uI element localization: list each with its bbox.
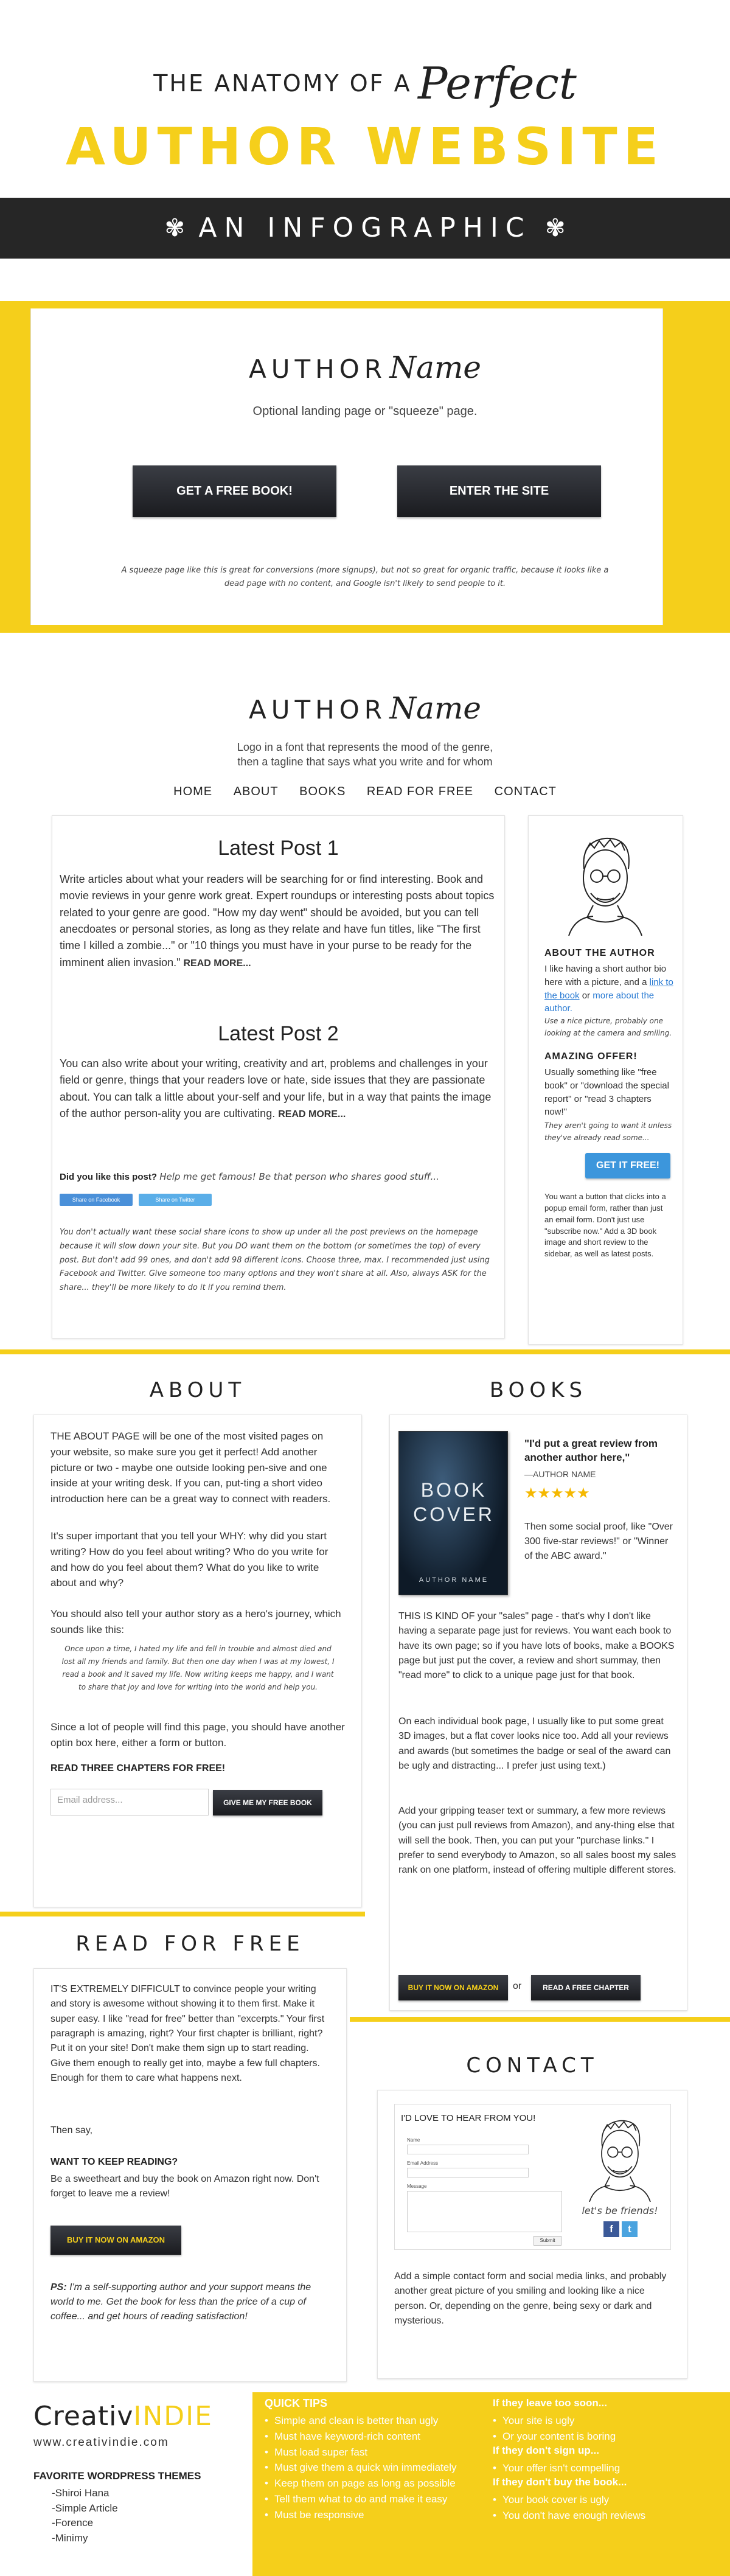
book-social-proof: Then some social proof, like "Over 300 five-star reviews!" or "Winner of the ABC award." [524, 1522, 673, 1561]
share-prompt-text: Help me get famous! Be that person who shares good stuff... [159, 1171, 439, 1182]
header-banner [0, 198, 730, 259]
theme-item[interactable]: -Minimy [52, 2532, 88, 2544]
tip-item: • Must have keyword-rich content [265, 2429, 484, 2445]
books-buy-amazon-button[interactable]: BUY IT NOW ON AMAZON [398, 1975, 508, 2000]
about-chapters-label: READ THREE CHAPTERS FOR FREE! [50, 1763, 226, 1774]
contact-friends-note: let's be friends! [582, 2205, 658, 2216]
tip-item: • Tell them what to do and make it easy [265, 2491, 484, 2507]
landing-subtitle: Optional landing page or "squeeze" page. [252, 405, 478, 418]
footer-url[interactable]: www.creativindie.com [33, 2436, 169, 2449]
sidebar-offer-note: They aren't going to want it unless they've already read some... [544, 1121, 672, 1143]
about-email-input[interactable]: Email address... [50, 1789, 209, 1815]
contact-message-input[interactable] [407, 2191, 562, 2232]
book-cover-image [398, 1431, 508, 1595]
theme-item[interactable]: -Forence [52, 2517, 94, 2529]
quick-tips-list [265, 2413, 484, 2523]
header-title-line1: THE ANATOMY OF A [153, 70, 412, 97]
readfree-ps [50, 2280, 330, 2324]
buy-title: If they don't buy the book... [493, 2476, 627, 2488]
sidebar-about-text: I like having a short author bio here with a picture, and a [544, 964, 667, 987]
signup-list [493, 2460, 712, 2476]
nav-about[interactable]: ABOUT [233, 785, 279, 798]
flower-icon-right: ✾ [545, 215, 566, 242]
theme-item[interactable]: -Shiroi Hana [52, 2487, 109, 2499]
author-sketch-icon-2 [577, 2111, 662, 2202]
section-divider-2 [0, 1912, 365, 1916]
sidebar-about-or: or [582, 990, 591, 1001]
about-p2: It's super important that you tell your WHY: why did you start writing? How do you feel about writing? Who do you write for and how do you feel about them? What do you like to write about and why? [50, 1530, 328, 1589]
section-divider-1 [0, 1349, 730, 1354]
leave-item: • Your site is ugly [493, 2413, 712, 2429]
about-p1: THE ABOUT PAGE will be one of the most visited pages on your website, so make sure you get it perfect! Add another picture or two - maybe one outside looking pen-sive and one inside at your writing desk. If you can, put-ting a short video introduction here can be a great way to connect with readers. [50, 1430, 331, 1505]
home-tagline-2: then a tagline that says what you write and for whom [237, 756, 493, 768]
theme-item[interactable]: -Simple Article [52, 2502, 118, 2514]
share-twitter-button[interactable]: Share on Twitter [139, 1194, 212, 1206]
about-p3: You should also tell your author story as a hero's journey, which sounds like this: [50, 1608, 341, 1635]
contact-name-label: Name [407, 2137, 420, 2143]
link-about-author[interactable]: more about the author. [544, 990, 655, 1014]
header-title-script: Perfect [418, 58, 577, 109]
readfree-p1: IT'S EXTREMELY DIFFICULT to convince people your writing and story is awesome without showing it to them first. Make it super easy. I like "read for free" better than "excerpts." Your first paragraph is amazing, right? Your first chapter is brilliant, right? Put it on your site! Don't make them sign up to start reading. Give them enough to really get into, maybe a few full chapters. Enough for them to care what happens next. [50, 1984, 325, 2083]
buy-item: • Your book cover is ugly [493, 2492, 712, 2508]
author-sketch-icon [557, 826, 654, 936]
footer-themes-list [52, 2486, 234, 2546]
contact-body: Add a simple contact form and social media links, and probably another great picture of you smiling and looking like a nice person. Or, depending on the genre, being sexy or dark and mysterious. [394, 2271, 667, 2326]
home-logo-author: AUTHOR [249, 695, 387, 725]
home-tagline-1: Logo in a font that represents the mood of the genre, [237, 741, 493, 753]
contact-message-label: Message [407, 2184, 427, 2189]
book-rating-stars [524, 1485, 676, 1502]
sidebar-about-note: Use a nice picture, probably one looking at the camera and smiling. [544, 1017, 672, 1038]
facebook-icon[interactable]: f [603, 2221, 619, 2237]
tip-item: • Must load super fast [265, 2445, 484, 2460]
sidebar-offer-body: Usually something like "free book" or "download the special report" or "read 3 chapters now!" [544, 1067, 669, 1118]
enter-site-button[interactable]: ENTER THE SITE [397, 465, 601, 517]
buy-item: • You don't have enough reviews [493, 2508, 712, 2524]
readfree-ps-text: I'm a self-supporting author and your support means the world to me. Get the book for less than the price of a cup of coffee... and get hours of reading satisfaction! [50, 2282, 311, 2322]
about-hero-note: Once upon a time, I hated my life and fell in trouble and almost died and lost all my friends and family. But then one day when I was at my lowest, I read a book and it saved my life. Now writing keeps me happy, and I want to share that joy and love for writing into the world and help you. [61, 1645, 335, 1691]
get-free-book-button[interactable]: GET A FREE BOOK! [133, 465, 336, 517]
footer-logo-creativ: Creativ [33, 2401, 134, 2432]
sidebar-about-body [544, 963, 673, 1015]
contact-email-label: Email Address [407, 2160, 439, 2166]
leave-title: If they leave too soon... [493, 2397, 607, 2409]
post-1-excerpt [60, 871, 498, 971]
post-1-read-more-link[interactable]: READ MORE... [183, 958, 251, 969]
author-sketch-avatar [557, 826, 654, 936]
landing-logo-name: Name [389, 350, 481, 385]
five-star-icon: ★★★★★ [524, 1485, 590, 1502]
social-share-note: You don't actually want these social share icons to show up under all the post previews on the homepage because it will slow down your site. But you DO want them on the bottom (or sometimes the top) of every post. But don't add 99 ones, and don't add 98 different icons. Choose three, max. I recommended just using Facebook and Twitter. Give someone too many options and they won't share at all. Also, always ASK for the share... they'll be more likely to do it if you remind them. [60, 1228, 490, 1292]
landing-logo-author: AUTHOR [249, 354, 387, 384]
book-cover-author: AUTHOR NAME [419, 1576, 489, 1584]
readfree-p3: Be a sweetheart and buy the book on Amazon right now. Don't forget to leave me a review! [50, 2174, 319, 2199]
books-heading: BOOKS [489, 1378, 588, 1402]
buy-list [493, 2492, 712, 2524]
books-p3: Add your gripping teaser text or summary, a few more reviews (you can just pull reviews from Amazon), and any-thing else that will sell the book. Then, you can put your "purchase links." I prefer to send everybody to Amazon, so all sales boost my sales rank on one platform, instead of offering multiple different stores. [398, 1806, 676, 1876]
header-line1 [0, 58, 730, 109]
header-title-main: AUTHOR WEBSITE [65, 117, 665, 176]
get-it-free-button[interactable]: GET IT FREE! [585, 1153, 670, 1178]
quick-tips-title: QUICK TIPS [265, 2397, 328, 2409]
read-free-chapter-button[interactable]: READ A FREE CHAPTER [531, 1975, 641, 2000]
home-logo-name: Name [389, 691, 481, 726]
tip-item: • Simple and clean is better than ugly [265, 2413, 484, 2429]
footer-logo-indie: INDIE [133, 2401, 213, 2432]
leave-list [493, 2413, 712, 2445]
footer-themes-title: FAVORITE WORDPRESS THEMES [33, 2470, 201, 2482]
section-divider-3 [350, 2017, 730, 2022]
readfree-p2: Then say, [50, 2125, 93, 2136]
contact-form-title: I'D LOVE TO HEAR FROM YOU! [401, 2113, 536, 2123]
home-section [0, 633, 730, 1354]
contact-sketch-avatar [577, 2111, 662, 2202]
book-review-quote: "I'd put a great review from another author here," [524, 1438, 658, 1463]
contact-name-input[interactable] [407, 2145, 529, 2154]
footer-logo [33, 2401, 252, 2432]
infographic-header [0, 0, 730, 298]
flower-icon-left: ✾ [164, 215, 185, 242]
about-p4: Since a lot of people will find this page, you should have another optin box here, either a form or button. [50, 1721, 345, 1749]
tip-item: • Keep them on page as long as possible [265, 2476, 484, 2491]
sidebar-offer-title: AMAZING OFFER! [544, 1051, 638, 1062]
readfree-heading: READ FOR FREE [75, 1932, 305, 1956]
share-prompt [60, 1171, 498, 1182]
give-free-book-button[interactable]: GIVE ME MY FREE BOOK [213, 1790, 322, 1815]
landing-note: A squeeze page like this is great for conversions (more signups), but not so great for organic traffic, because it looks like a dead page with no content, and Google isn't likely to send people to it. [121, 566, 609, 589]
nav-read-for-free[interactable]: READ FOR FREE [366, 785, 474, 798]
tip-item: • Must give them a quick win immediately [265, 2460, 484, 2476]
contact-email-input[interactable] [407, 2168, 529, 2177]
post-2-excerpt [60, 1056, 498, 1122]
contact-submit-button[interactable]: Submit [534, 2236, 561, 2246]
readfree-want-label: WANT TO KEEP READING? [50, 2157, 178, 2167]
nav-books[interactable]: BOOKS [299, 785, 346, 798]
post-1-body: Write articles about what your readers will be searching for or find interesting. Book and movie reviews in your genre work great. Expert roundups or interesting posts about topics related to your genre are good. "How my day went" should be avoided, but you can tell anecdoates or personal stories, as long as they relate and have fun titles, like "The first time I killed a zombie..." or "10 things you must have in your purse to be ready for the imminent alien invasion." [60, 873, 495, 969]
contact-form-box [394, 2104, 671, 2250]
books-p1: THIS IS KIND OF your "sales" page - that's why I don't like having a separate page just for reviews. You want each book to have its own page; so if you have lots of books, make a BOOKS page but just put the cover, a review and short summay, then "read more" to click to a unique page just for that book. [398, 1611, 675, 1681]
book-review-author: —AUTHOR NAME [524, 1469, 596, 1479]
landing-logo [0, 350, 730, 385]
readfree-buy-amazon-button[interactable]: BUY IT NOW ON AMAZON [50, 2226, 181, 2255]
book-cover-title-2: COVER [413, 1503, 495, 1525]
home-logo [0, 691, 730, 726]
signup-item: • Your offer isn't compelling [493, 2460, 712, 2476]
contact-heading: CONTACT [466, 2053, 599, 2078]
nav-contact[interactable]: CONTACT [494, 785, 557, 798]
banner-label: AN INFOGRAPHIC [198, 212, 532, 243]
readfree-ps-label: PS: [50, 2282, 67, 2292]
share-facebook-button[interactable]: Share on Facebook [60, 1194, 133, 1206]
books-p2: On each individual book page, I usually like to put some great 3D images, but a flat cover looks nice too. Add all your reviews and awards (but sometimes the badge or seal of the award can be ugly and distracting... I prefer just using text.) [398, 1716, 671, 1771]
signup-title: If they don't sign up... [493, 2445, 599, 2456]
post-2-read-more-link[interactable]: READ MORE... [278, 1109, 346, 1120]
link-to-book[interactable]: link to the book [544, 976, 673, 1001]
book-cover-title-1: BOOK [420, 1479, 487, 1501]
books-or-label: or [513, 1981, 522, 1991]
post-2-body: You can also write about your writing, creativity and art, problems and challenges in your field or genre, things that your readers love or hate, side issues that they are passionate about. You can talk a little about your-self and your life, but in a way that paints the image of the author person-ality you are cultivating. [60, 1057, 492, 1120]
tip-item: • Must be responsive [265, 2507, 484, 2523]
about-heading: ABOUT [149, 1378, 246, 1402]
post-2-title[interactable]: Latest Post 2 [218, 1022, 339, 1045]
post-1-title[interactable]: Latest Post 1 [218, 837, 339, 860]
sidebar-about-title: ABOUT THE AUTHOR [544, 948, 655, 958]
leave-item: • Or your content is boring [493, 2429, 712, 2445]
landing-section [0, 301, 730, 633]
nav-home[interactable]: HOME [173, 785, 213, 798]
share-prompt-bold: Did you like this post? [60, 1172, 158, 1182]
sidebar-offer-footer: You want a button that clicks into a popup email form, rather than just an email form. Don't just use "subscribe now." Add a 3D book image and short review to the sidebar, as well as latest posts. [544, 1192, 666, 1259]
home-nav [0, 785, 730, 799]
twitter-icon[interactable]: t [622, 2221, 638, 2237]
